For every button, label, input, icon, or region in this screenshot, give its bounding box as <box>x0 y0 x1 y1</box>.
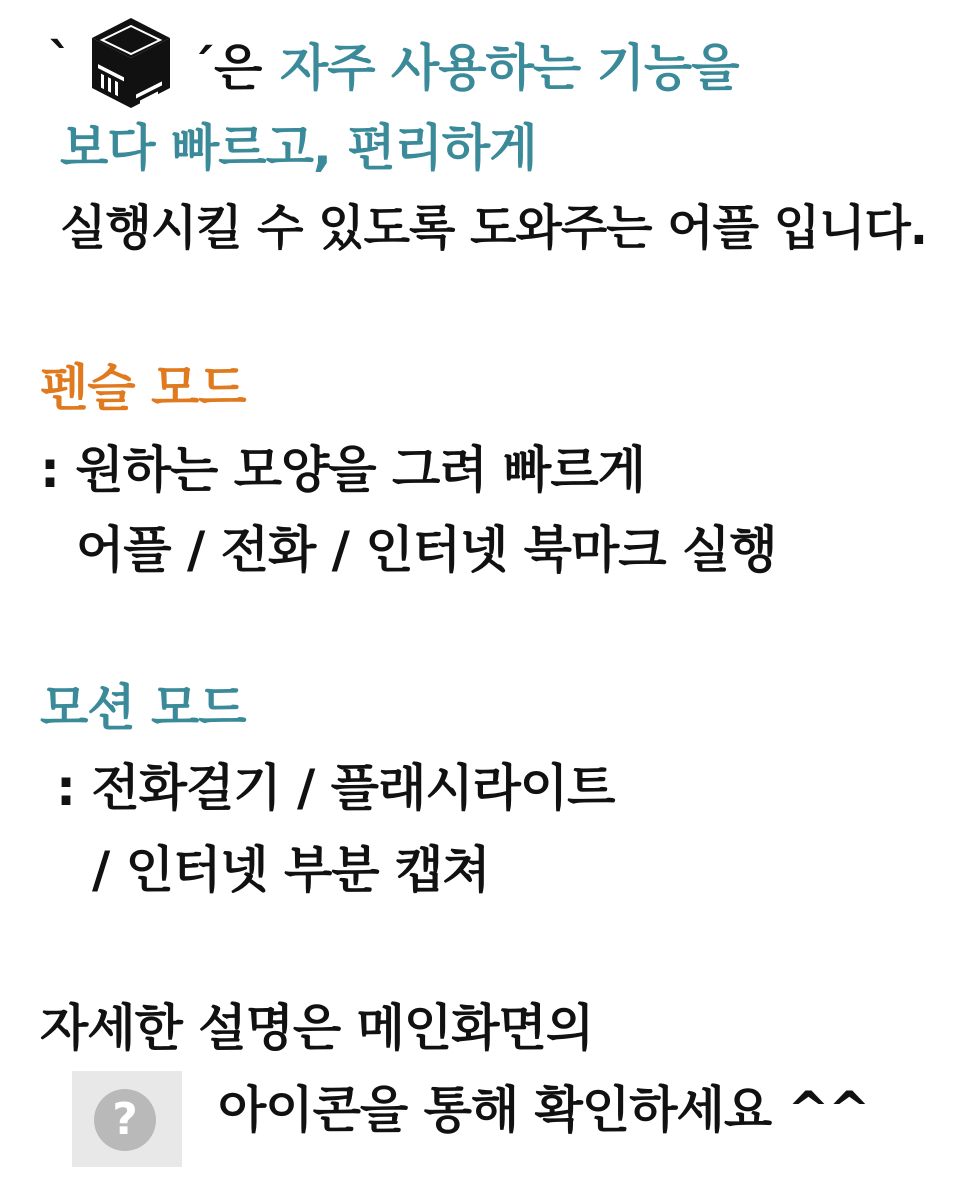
intro-highlight-line1: 자주 사용하는 기능을 <box>280 39 739 97</box>
footer-line2: 아이콘을 통해 확인하세요 ^^ <box>218 1081 870 1139</box>
pencil-mode-desc-line2: 어플 / 전화 / 인터넷 북마크 실행 <box>76 521 777 579</box>
question-mark-icon: ? <box>94 1089 156 1151</box>
footer-line1: 자세한 설명은 메인화면의 <box>40 999 594 1057</box>
intro-open-quote: ` <box>48 33 72 91</box>
pencil-mode-desc-line1: : 원하는 모양을 그려 빠르게 <box>40 441 645 499</box>
motion-mode-title: 모션 모드 <box>40 679 246 737</box>
pencil-mode-title: 펜슬 모드 <box>40 359 246 417</box>
help-button[interactable] <box>72 1071 182 1167</box>
motion-mode-desc-line2: / 인터넷 부분 캡쳐 <box>92 841 490 899</box>
app-logo-cube-icon <box>90 16 172 110</box>
motion-mode-desc-line1: : 전화걸기 / 플래시라이트 <box>56 759 615 817</box>
intro-close-quote: ´은 <box>190 39 262 97</box>
intro-line3: 실행시킬 수 있도록 도와주는 어플 입니다. <box>60 200 928 256</box>
intro-highlight-line2: 보다 빠르고, 편리하게 <box>60 119 537 177</box>
